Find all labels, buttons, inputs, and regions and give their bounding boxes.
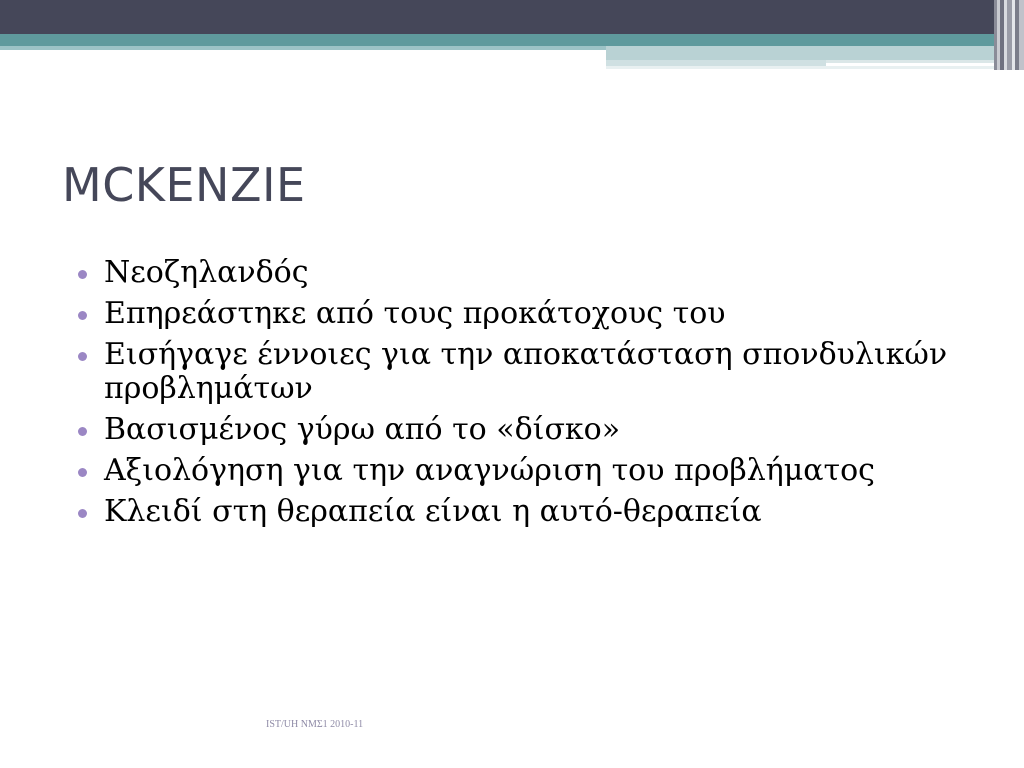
bullet-dot-icon (78, 352, 87, 361)
bullet-text: Κλειδί στη θεραπεία είναι η αυτό-θεραπεία (104, 494, 762, 529)
bullet-dot-icon (78, 427, 87, 436)
header-vertical-stripes (994, 0, 1024, 70)
bullet-item (72, 338, 972, 406)
bullet-text: Αξιολόγηση για την αναγνώριση του προβλήματος (104, 453, 875, 488)
bullet-item (72, 256, 972, 290)
bullet-item (72, 413, 972, 447)
header-teal-bar (0, 34, 1024, 46)
bullet-dot-icon (78, 509, 87, 518)
header-dark-bar (0, 0, 1024, 34)
bullet-text: Νεοζηλανδός (104, 255, 309, 290)
header-right-block (606, 46, 1024, 60)
bullet-list (72, 256, 972, 536)
bullet-dot-icon (78, 468, 87, 477)
header-teal-light-bar (0, 46, 606, 50)
bullet-text: Επηρεάστηκε από τους προκάτοχους του (104, 296, 726, 331)
header-right-line (826, 60, 1004, 63)
bullet-dot-icon (78, 311, 87, 320)
bullet-text: Βασισμένος γύρω από το «δίσκο» (104, 412, 621, 447)
bullet-dot-icon (78, 270, 87, 279)
bullet-text: Εισήγαγε έννοιες για την αποκατάσταση σπονδυλικών προβλημάτων (104, 337, 948, 406)
header-right-line (606, 66, 1004, 69)
slide-title: MCKENZIE (62, 158, 306, 212)
slide-footer: IST/UH NMΣ1 2010-11 (266, 719, 364, 730)
bullet-item (72, 297, 972, 331)
bullet-item (72, 454, 972, 488)
bullet-item (72, 495, 972, 529)
